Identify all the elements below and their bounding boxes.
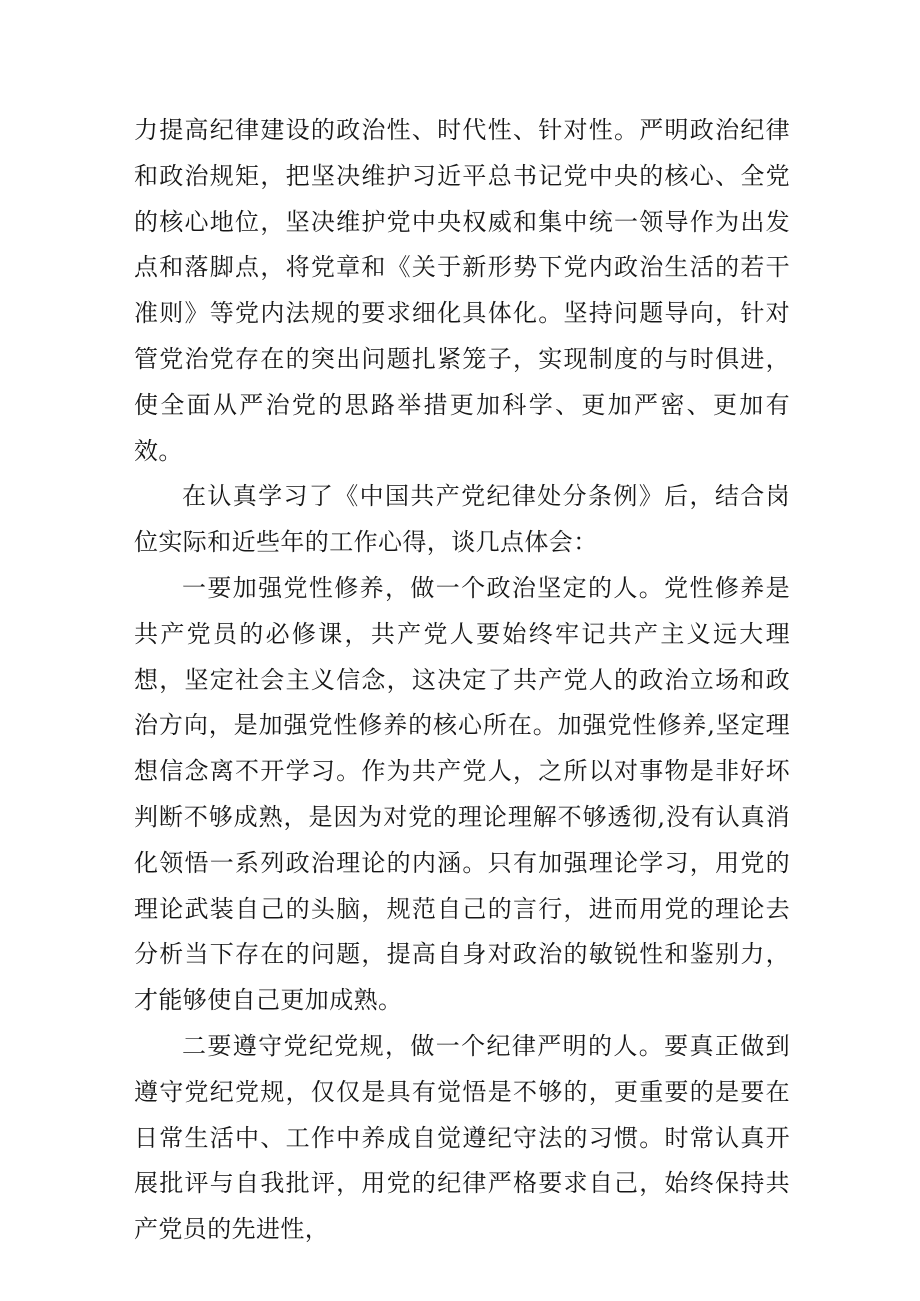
paragraph-1: 力提高纪律建设的政治性、时代性、针对性。严明政治纪律和政治规矩，把坚决维护习近平总书记党中央的核心、全党的核心地位，坚决维护党中央权威和集中统一领导作为出发点和落脚点，将党章和《关于新形势下党内政治生活的若干准则》等党内法规的要求细化具体化。坚持问题导向，针对管党治党存在的突出问题扎紧笼子，实现制度的与时俱进，使全面从严治党的思路举措更加科学、更加严密、更加有效。 — [134, 116, 790, 465]
paragraph-4: 二要遵守党纪党规，做一个纪律严明的人。要真正做到遵守党纪党规，仅仅是具有觉悟是不够的，更重要的是要在日常生活中、工作中养成自觉遵纪守法的习惯。时常认真开展批评与自我批评，用党的纪律严格要求自己，始终保持共产党员的先进性， — [134, 1031, 790, 1244]
document-body — [134, 108, 790, 1253]
paragraph-3: 一要加强党性修养，做一个政治坚定的人。党性修养是共产党员的必修课，共产党人要始终牢记共产主义远大理想，坚定社会主义信念，这决定了共产党人的政治立场和政治方向，是加强党性修养的核心所在。加强党性修养,坚定理想信念离不开学习。作为共产党人，之所以对事物是非好坏判断不够成熟，是因为对党的理论理解不够透彻,没有认真消化领悟一系列政治理论的内涵。只有加强理论学习，用党的理论武装自己的头脑，规范自己的言行，进而用党的理论去分析当下存在的问题，提高自身对政治的敏锐性和鉴别力，才能够使自己更加成熟。 — [134, 573, 790, 1015]
paragraph-2: 在认真学习了《中国共产党纪律处分条例》后，结合岗位实际和近些年的工作心得，谈几点体会： — [134, 482, 790, 557]
